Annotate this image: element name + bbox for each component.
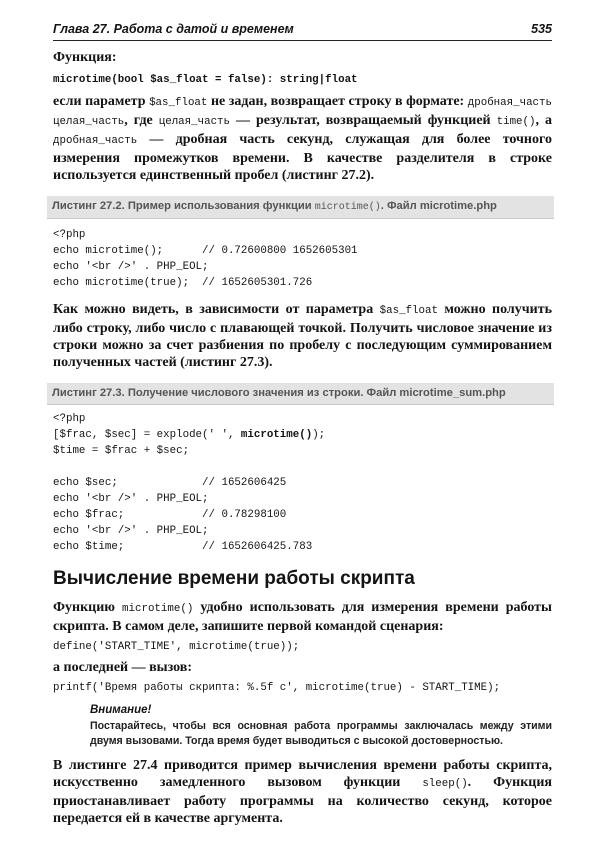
- section-heading: Вычисление времени работы скрипта: [53, 568, 415, 589]
- text: , где: [124, 113, 159, 128]
- inline-code: microtime(): [122, 603, 194, 615]
- chapter-title: Глава 27. Работа с датой и временем: [53, 22, 294, 36]
- code-bold: microtime(): [240, 429, 313, 441]
- code-line: <?php: [53, 413, 86, 425]
- text: . Функция приостанавливает работу программы на количество секунд, которое передается ей в качестве аргумента.: [53, 775, 552, 826]
- text: не задан, возвращает строку в формате:: [207, 94, 468, 109]
- code-line: );: [312, 429, 326, 441]
- function-signature: microtime(bool $as_float = false): string|float: [53, 74, 358, 86]
- listing-caption: Листинг 27.3. Получение числового значения из строки. Файл microtime_sum.php: [47, 383, 554, 405]
- inline-code: $as_float: [149, 97, 208, 109]
- warning-title: Внимание!: [90, 704, 152, 716]
- inline-code: microtime(): [314, 202, 381, 213]
- inline-code: дробная_часть целая_часть: [53, 97, 552, 128]
- code-line: $time = $frac + $sec;: [53, 445, 190, 457]
- paragraph: [53, 599, 552, 635]
- paragraph-description: [53, 93, 552, 184]
- text: , а: [535, 113, 552, 128]
- caption-text: Листинг 27.2. Пример использования функции: [52, 200, 315, 212]
- text: В листинге 27.4 приводится пример вычисления времени работы скрипта, искусственно замедленного вызовом функции: [53, 758, 552, 790]
- paragraph: [53, 757, 552, 827]
- inline-code: целая_часть: [158, 116, 231, 128]
- code-listing: [53, 411, 552, 555]
- text: можно получить либо строку, либо число с плавающей точкой. Получить числовое значение из строки можно за счет разбиения по пробелу с последующим суммированием полученных частей (листинг 27.3).: [53, 302, 552, 370]
- paragraph: [53, 301, 552, 371]
- code-lines: echo $sec; // 1652606425 echo '<br />' . PHP_EOL; echo $frac; // 0.78298100 echo '<br />' . PHP_EOL; echo $time; // 1652606425.783: [53, 477, 313, 553]
- code-line: printf('Время работы скрипта: %.5f c', microtime(true) - START_TIME);: [53, 682, 501, 694]
- text: удобно использовать для измерения времени работы скрипта. В самом деле, запишите первой командой сценария:: [53, 600, 552, 634]
- running-header: [53, 22, 552, 41]
- text: Как можно видеть, в зависимости от параметра: [53, 302, 380, 317]
- inline-code: $as_float: [379, 305, 438, 317]
- code-line: define('START_TIME', microtime(true));: [53, 641, 300, 653]
- caption-text: . Файл microtime.php: [380, 200, 497, 212]
- paragraph: а последней — вызов:: [53, 660, 193, 675]
- function-label: Функция:: [53, 50, 117, 65]
- text: если параметр: [53, 94, 150, 109]
- text: Функцию: [53, 600, 123, 615]
- inline-code: sleep(): [422, 778, 468, 790]
- code-line: [$frac, $sec] = explode(' ',: [53, 429, 241, 441]
- warning-text: Постарайтесь, чтобы вся основная работа программы заключалась между этими двумя вызовами. Тогда время будет выводиться с высокой достоверностью.: [90, 720, 552, 747]
- text: — результат, возвращаемый функцией: [230, 113, 497, 128]
- page-number: 535: [531, 22, 552, 36]
- code-listing: <?php echo microtime(); // 0.72600800 1652605301 echo '<br />' . PHP_EOL; echo microtime(true); // 1652605301.726: [53, 229, 358, 289]
- listing-caption: [47, 196, 554, 219]
- inline-code: time(): [496, 116, 536, 128]
- text: — дробная часть секунд, служащая для более точного измерения промежутков времени. В качестве разделителя в строке используется единственный пробел (листинг 27.2).: [53, 132, 552, 183]
- inline-code: дробная_часть: [53, 135, 138, 147]
